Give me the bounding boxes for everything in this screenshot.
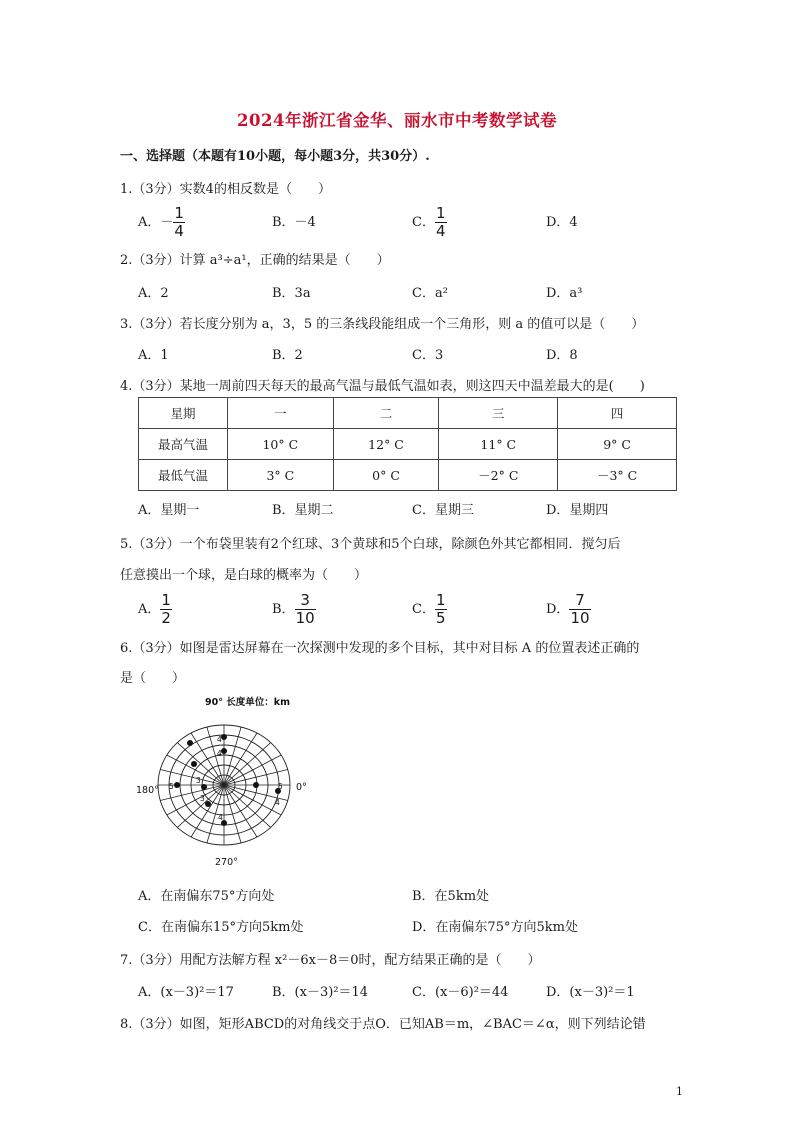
q1-a-fraction: [173, 205, 185, 240]
q5-option-b: [272, 592, 316, 627]
q3-option-c: C．3: [412, 348, 444, 363]
q5-c-numerator: 1: [435, 591, 446, 609]
question-6-stem-line2: 是（ ）: [120, 671, 186, 686]
table-header-cell: 二: [333, 398, 439, 429]
q5-a-denominator: 2: [161, 609, 171, 627]
q5-b-numerator: 3: [295, 592, 316, 610]
q5-option-a: [138, 592, 172, 627]
q1-a-denominator: 4: [174, 222, 184, 240]
ring-label: 3: [200, 794, 205, 803]
q5-d-denominator: 10: [570, 609, 590, 627]
table-cell: 0° C: [333, 460, 439, 491]
q2-option-d: D．a³: [546, 286, 583, 301]
q5-option-d: [546, 592, 591, 627]
table-header-cell: 星期: [139, 398, 228, 429]
exam-title: 2024年浙江省金华、丽水市中考数学试卷: [237, 111, 557, 130]
q5-b-prefix: B．: [272, 602, 295, 617]
q1-a-prefix: A．: [138, 215, 161, 230]
q1-a-sign: －: [160, 215, 174, 230]
table-cell: 最低气温: [139, 460, 228, 491]
target-dot: [201, 784, 207, 790]
target-dot: [174, 782, 180, 788]
question-5-stem-line1: 5.（3分）一个布袋里装有2个红球、3个黄球和5个白球，除颜色外其它都相同．搅匀后: [120, 537, 621, 552]
q2-option-b: B．3a: [272, 286, 311, 301]
q5-a-prefix: A．: [138, 602, 161, 617]
q4-option-a: A．星期一: [138, 503, 200, 518]
radar-screen-figure: [130, 690, 330, 870]
q1-option-c: [412, 205, 447, 240]
q5-option-c: [412, 592, 447, 627]
page-number: 1: [676, 1085, 683, 1098]
question-2-stem: 2.（3分）计算 a³÷a¹，正确的结果是（ ）: [120, 253, 390, 268]
q2-option-c: C．a²: [412, 286, 448, 301]
question-7-stem: 7.（3分）用配方法解方程 x²－6x－8＝0时，配方结果正确的是（ ）: [120, 953, 541, 968]
q6-option-a: A．在南偏东75°方向处: [138, 889, 275, 904]
q7-option-c: C．(x－6)²＝44: [412, 985, 509, 1000]
table-cell: 9° C: [558, 429, 677, 460]
target-dot: [221, 748, 227, 754]
table-cell: 3° C: [228, 460, 334, 491]
ring-label: 3: [196, 776, 201, 785]
table-cell: 11° C: [439, 429, 558, 460]
q3-option-d: D．8: [546, 348, 578, 363]
angle-label-180: 180°: [136, 785, 159, 796]
q7-option-b: B．(x－3)²＝14: [272, 985, 369, 1000]
q5-c-prefix: C．: [412, 602, 435, 617]
table-cell: 最高气温: [139, 429, 228, 460]
q5-b-denominator: 10: [295, 609, 315, 627]
table-row: [139, 460, 677, 491]
q4-option-b: B．星期二: [272, 503, 334, 518]
q1-c-numerator: 1: [435, 204, 446, 222]
ring-label: 4: [218, 813, 223, 822]
q2-option-a: A．2: [138, 286, 169, 301]
q6-option-d: D．在南偏东75°方向5km处: [412, 920, 578, 935]
question-8-stem: 8.（3分）如图，矩形ABCD的对角线交于点O．已知AB＝m，∠BAC＝∠α，则下列结论错: [120, 1017, 646, 1032]
q5-d-fraction: [569, 592, 590, 627]
ring-label: 4: [217, 735, 222, 744]
table-header-row: [139, 398, 677, 429]
angle-label-0: 0°: [296, 782, 307, 793]
q1-a-numerator: 1: [174, 204, 184, 222]
target-dot: [205, 801, 211, 807]
q5-a-fraction: [160, 592, 172, 627]
radar-unit-label: 90° 长度单位：km: [205, 697, 290, 708]
ring-label: 5: [278, 782, 283, 791]
q4-option-d: D．星期四: [546, 503, 609, 518]
table-cell: －3° C: [558, 460, 677, 491]
q6-option-c: C．在南偏东15°方向5km处: [138, 920, 304, 935]
ring-label: 4: [217, 749, 222, 758]
question-5-stem-line2: 任意摸出一个球，是白球的概率为（ ）: [120, 568, 368, 583]
q4-option-c: C．星期三: [412, 503, 474, 518]
target-dot: [253, 782, 259, 788]
question-1-stem: 1.（3分）实数4的相反数是（ ）: [120, 182, 331, 197]
angle-label-270: 270°: [215, 857, 238, 868]
q5-d-numerator: 7: [569, 592, 590, 610]
q6-option-b: B．在5km处: [412, 889, 490, 904]
q3-option-b: B．2: [272, 348, 303, 363]
table-cell: 12° C: [333, 429, 439, 460]
table-header-cell: 一: [228, 398, 334, 429]
table-header-cell: 四: [558, 398, 677, 429]
target-dot: [221, 734, 227, 740]
q7-option-d: D．(x－3)²＝1: [546, 985, 635, 1000]
target-dot: [187, 740, 193, 746]
table-row: [139, 429, 677, 460]
q1-option-a: [138, 205, 185, 240]
q5-c-denominator: 5: [435, 609, 446, 627]
q5-b-fraction: [295, 592, 316, 627]
q1-c-fraction: [435, 205, 447, 240]
q1-c-denominator: 4: [435, 222, 446, 240]
q1-c-prefix: C．: [412, 215, 435, 230]
q5-c-fraction: [435, 592, 447, 627]
q1-option-b: B．－4: [272, 215, 316, 230]
ring-label: 5: [169, 782, 174, 791]
table-header-cell: 三: [439, 398, 558, 429]
section-heading: 一、选择题（本题有10小题，每小题3分，共30分）.: [120, 149, 430, 164]
target-dot: [191, 761, 197, 767]
q5-a-numerator: 1: [161, 591, 171, 609]
question-3-stem: 3.（3分）若长度分别为 a，3，5 的三条线段能组成一个三角形，则 a 的值可以是（ ）: [120, 317, 645, 332]
q5-d-prefix: D．: [546, 602, 570, 617]
question-6-stem-line1: 6.（3分）如图是雷达屏幕在一次探测中发现的多个目标，其中对目标 A 的位置表述正确的: [120, 641, 640, 656]
q7-option-a: A．(x－3)²＝17: [138, 985, 234, 1000]
temperature-table: [138, 397, 677, 491]
question-4-stem: 4.（3分）某地一周前四天每天的最高气温与最低气温如表，则这四天中温差最大的是( ): [120, 379, 645, 394]
ring-label: 4: [275, 798, 280, 807]
q1-option-d: D．4: [546, 215, 578, 230]
table-cell: －2° C: [439, 460, 558, 491]
table-cell: 10° C: [228, 429, 334, 460]
q3-option-a: A．1: [138, 348, 169, 363]
